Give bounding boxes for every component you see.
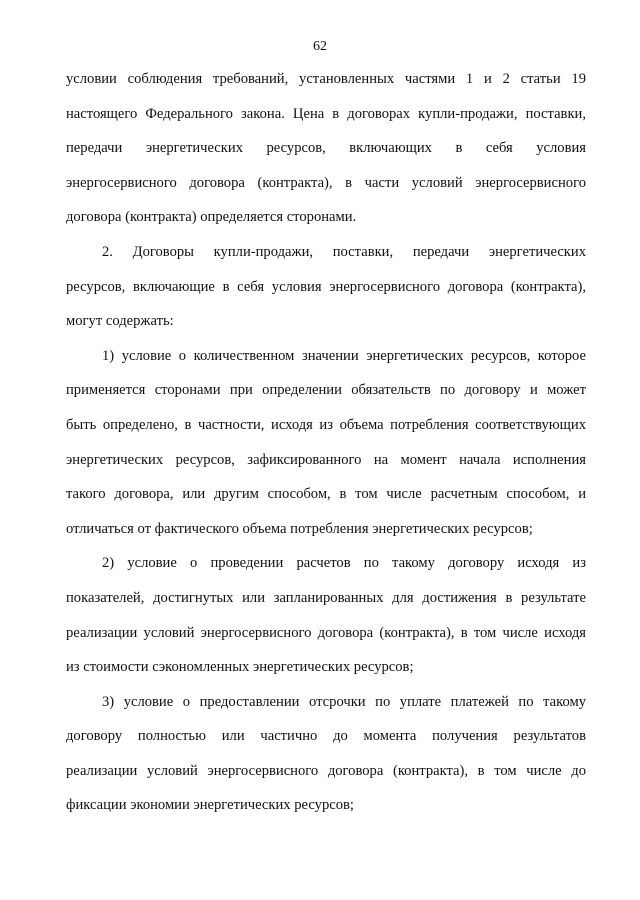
text-line: 2) условие о проведении расчетов по такому договору исходя из: [102, 555, 586, 572]
paragraph-item-2: [66, 235, 586, 339]
paragraph-subitem-1: [66, 339, 586, 547]
text-line: ресурсов, включающие в себя условия энергосервисного договора (контракта),: [66, 278, 586, 295]
text-line: могут содержать:: [66, 313, 174, 330]
text-line: энергосервисного договора (контракта), в части условий энергосервисного: [66, 174, 586, 191]
text-line: условии соблюдения требований, установленных частями 1 и 2 статьи 19: [66, 71, 586, 87]
text-line: быть определено, в частности, исходя из объема потребления соответствующих: [66, 416, 586, 433]
paragraph-subitem-3: [66, 685, 586, 823]
text-line: отличаться от фактического объема потребления энергетических ресурсов;: [66, 520, 533, 537]
page-number: 62: [313, 39, 327, 54]
document-body: [66, 62, 586, 823]
text-line: передачи энергетических ресурсов, включающих в себя условия: [66, 140, 586, 157]
text-line: договора (контракта) определяется сторонами.: [66, 209, 357, 226]
text-line: энергетических ресурсов, зафиксированного на момент начала исполнения: [66, 451, 586, 468]
paragraph-continuation: [66, 62, 586, 235]
text-line: договору полностью или частично до момента получения результатов: [66, 728, 586, 745]
text-line: показателей, достигнутых или запланированных для достижения в результате: [66, 589, 586, 606]
text-line: настоящего Федерального закона. Цена в договорах купли-продажи, поставки,: [66, 105, 586, 122]
text-line: 3) условие о предоставлении отсрочки по уплате платежей по такому: [102, 693, 586, 710]
paragraph-subitem-2: [66, 546, 586, 684]
text-line: реализации условий энергосервисного договора (контракта), в том числе исходя: [66, 624, 586, 641]
text-line: фиксации экономии энергетических ресурсов;: [66, 797, 354, 814]
text-line: применяется сторонами при определении обязательств по договору и может: [66, 382, 586, 399]
text-line: 1) условие о количественном значении энергетических ресурсов, которое: [102, 347, 586, 364]
text-line: 2. Договоры купли-продажи, поставки, передачи энергетических: [102, 243, 586, 260]
text-line: такого договора, или другим способом, в том числе расчетным способом, и: [66, 486, 586, 503]
text-line: из стоимости сэкономленных энергетических ресурсов;: [66, 659, 414, 676]
text-line: реализации условий энергосервисного договора (контракта), в том числе до: [66, 762, 586, 779]
